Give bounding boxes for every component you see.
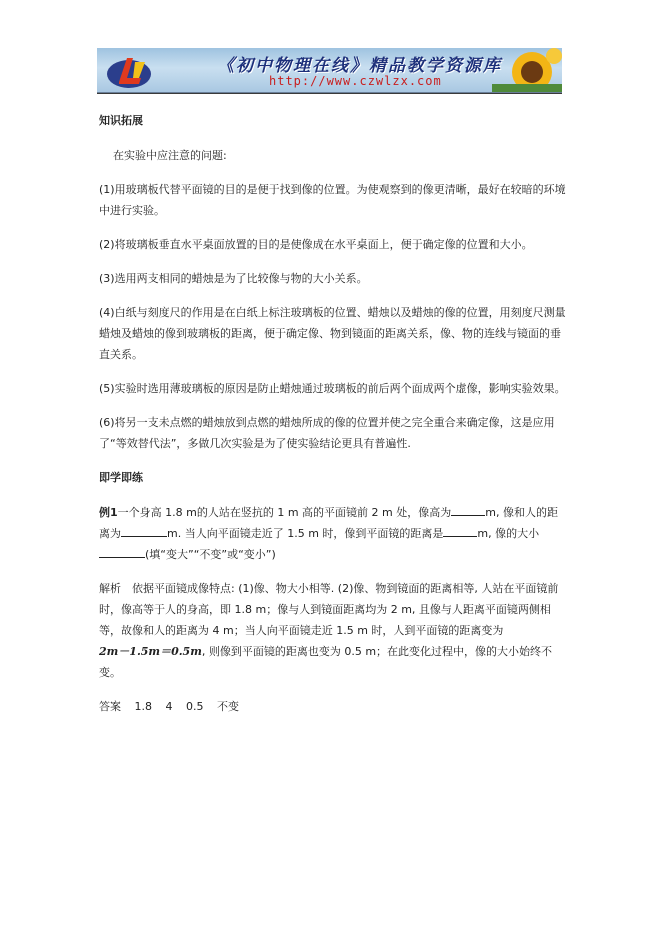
section-heading-knowledge: 知识拓展 xyxy=(99,114,143,127)
answer-label: 答案 xyxy=(99,700,121,713)
example-text-5: (填“变大”“不变”或“变小”) xyxy=(145,548,276,561)
answer-value-2: 4 xyxy=(165,700,173,713)
sunflower-icon xyxy=(492,48,562,92)
answer-value-1: 1.8 xyxy=(134,700,152,713)
note-item-6: (6)将另一支未点燃的蜡烛放到点燃的蜡烛所成的像的位置并使之完全重合来确定像，这是应用了“等效替代法”，多做几次实验是为了使实验结论更具有普遍性. xyxy=(99,416,555,450)
analysis-math: 2m－1.5m＝0.5m xyxy=(99,645,202,658)
section-intro: 在实验中应注意的问题: xyxy=(113,149,227,162)
section-heading-practice: 即学即练 xyxy=(99,471,143,484)
example-text-2: m, 像和人的距离为 xyxy=(99,506,558,540)
answer-blank-3 xyxy=(443,524,477,537)
header-rule xyxy=(97,93,562,94)
note-item-3: (3)选用两支相同的蜡烛是为了比较像与物的大小关系。 xyxy=(99,272,368,285)
note-item-2: (2)将玻璃板垂直水平桌面放置的目的是使像成在水平桌面上，便于确定像的位置和大小。 xyxy=(99,238,533,251)
site-logo-icon xyxy=(105,52,157,90)
answer-blank-1 xyxy=(451,503,485,516)
header-banner xyxy=(97,48,562,93)
note-item-5: (5)实验时选用薄玻璃板的原因是防止蜡烛通过玻璃板的前后两个面成两个虚像，影响实验效果。 xyxy=(99,382,566,395)
answer-value-3: 0.5 xyxy=(186,700,204,713)
note-item-4: (4)白纸与刻度尺的作用是在白纸上标注玻璃板的位置、蜡烛以及蜡烛的像的位置，用刻度尺测量蜡烛及蜡烛的像到玻璃板的距离，便于确定像、物到镜面的距离关系，像、物的连线与镜面的垂直关系。 xyxy=(99,306,566,361)
note-item-1: (1)用玻璃板代替平面镜的目的是便于找到像的位置。为使观察到的像更清晰，最好在较暗的环境中进行实验。 xyxy=(99,183,566,217)
answer-blank-4 xyxy=(99,545,145,558)
analysis-text-1: 解析 依据平面镜成像特点: (1)像、物大小相等. (2)像、物到镜面的距离相等, 人站在平面镜前时，像高等于人的身高，即 1.8 m；像与人到镜面距离均为 2 m, 且像与人距离平面镜两侧相等，故像和人的距离为 4 m；当人向平面镜走近 1.5 m 时，人到平面镜的距离变为 xyxy=(99,582,559,637)
example-text-4: m, 像的大小 xyxy=(477,527,540,540)
answer-blank-2 xyxy=(121,524,167,537)
document-body xyxy=(99,110,567,730)
answer-line xyxy=(99,696,567,717)
example-text-3: m. 当人向平面镜走近了 1.5 m 时，像到平面镜的距离是 xyxy=(167,527,444,540)
banner-url: http://www.czwlzx.com xyxy=(269,74,442,88)
banner-title: 《初中物理在线》精品教学资源库 xyxy=(217,56,502,76)
analysis-text-2: , 则像到平面镜的距离也变为 0.5 m；在此变化过程中，像的大小始终不变。 xyxy=(99,645,553,679)
analysis-paragraph xyxy=(99,578,567,683)
example-label: 例1 xyxy=(99,506,118,519)
example-text-1: 一个身高 1.8 m的人站在竖抗的 1 m 高的平面镜前 2 m 处，像高为 xyxy=(117,506,452,519)
answer-value-4: 不变 xyxy=(217,700,239,713)
example-question xyxy=(99,502,567,565)
